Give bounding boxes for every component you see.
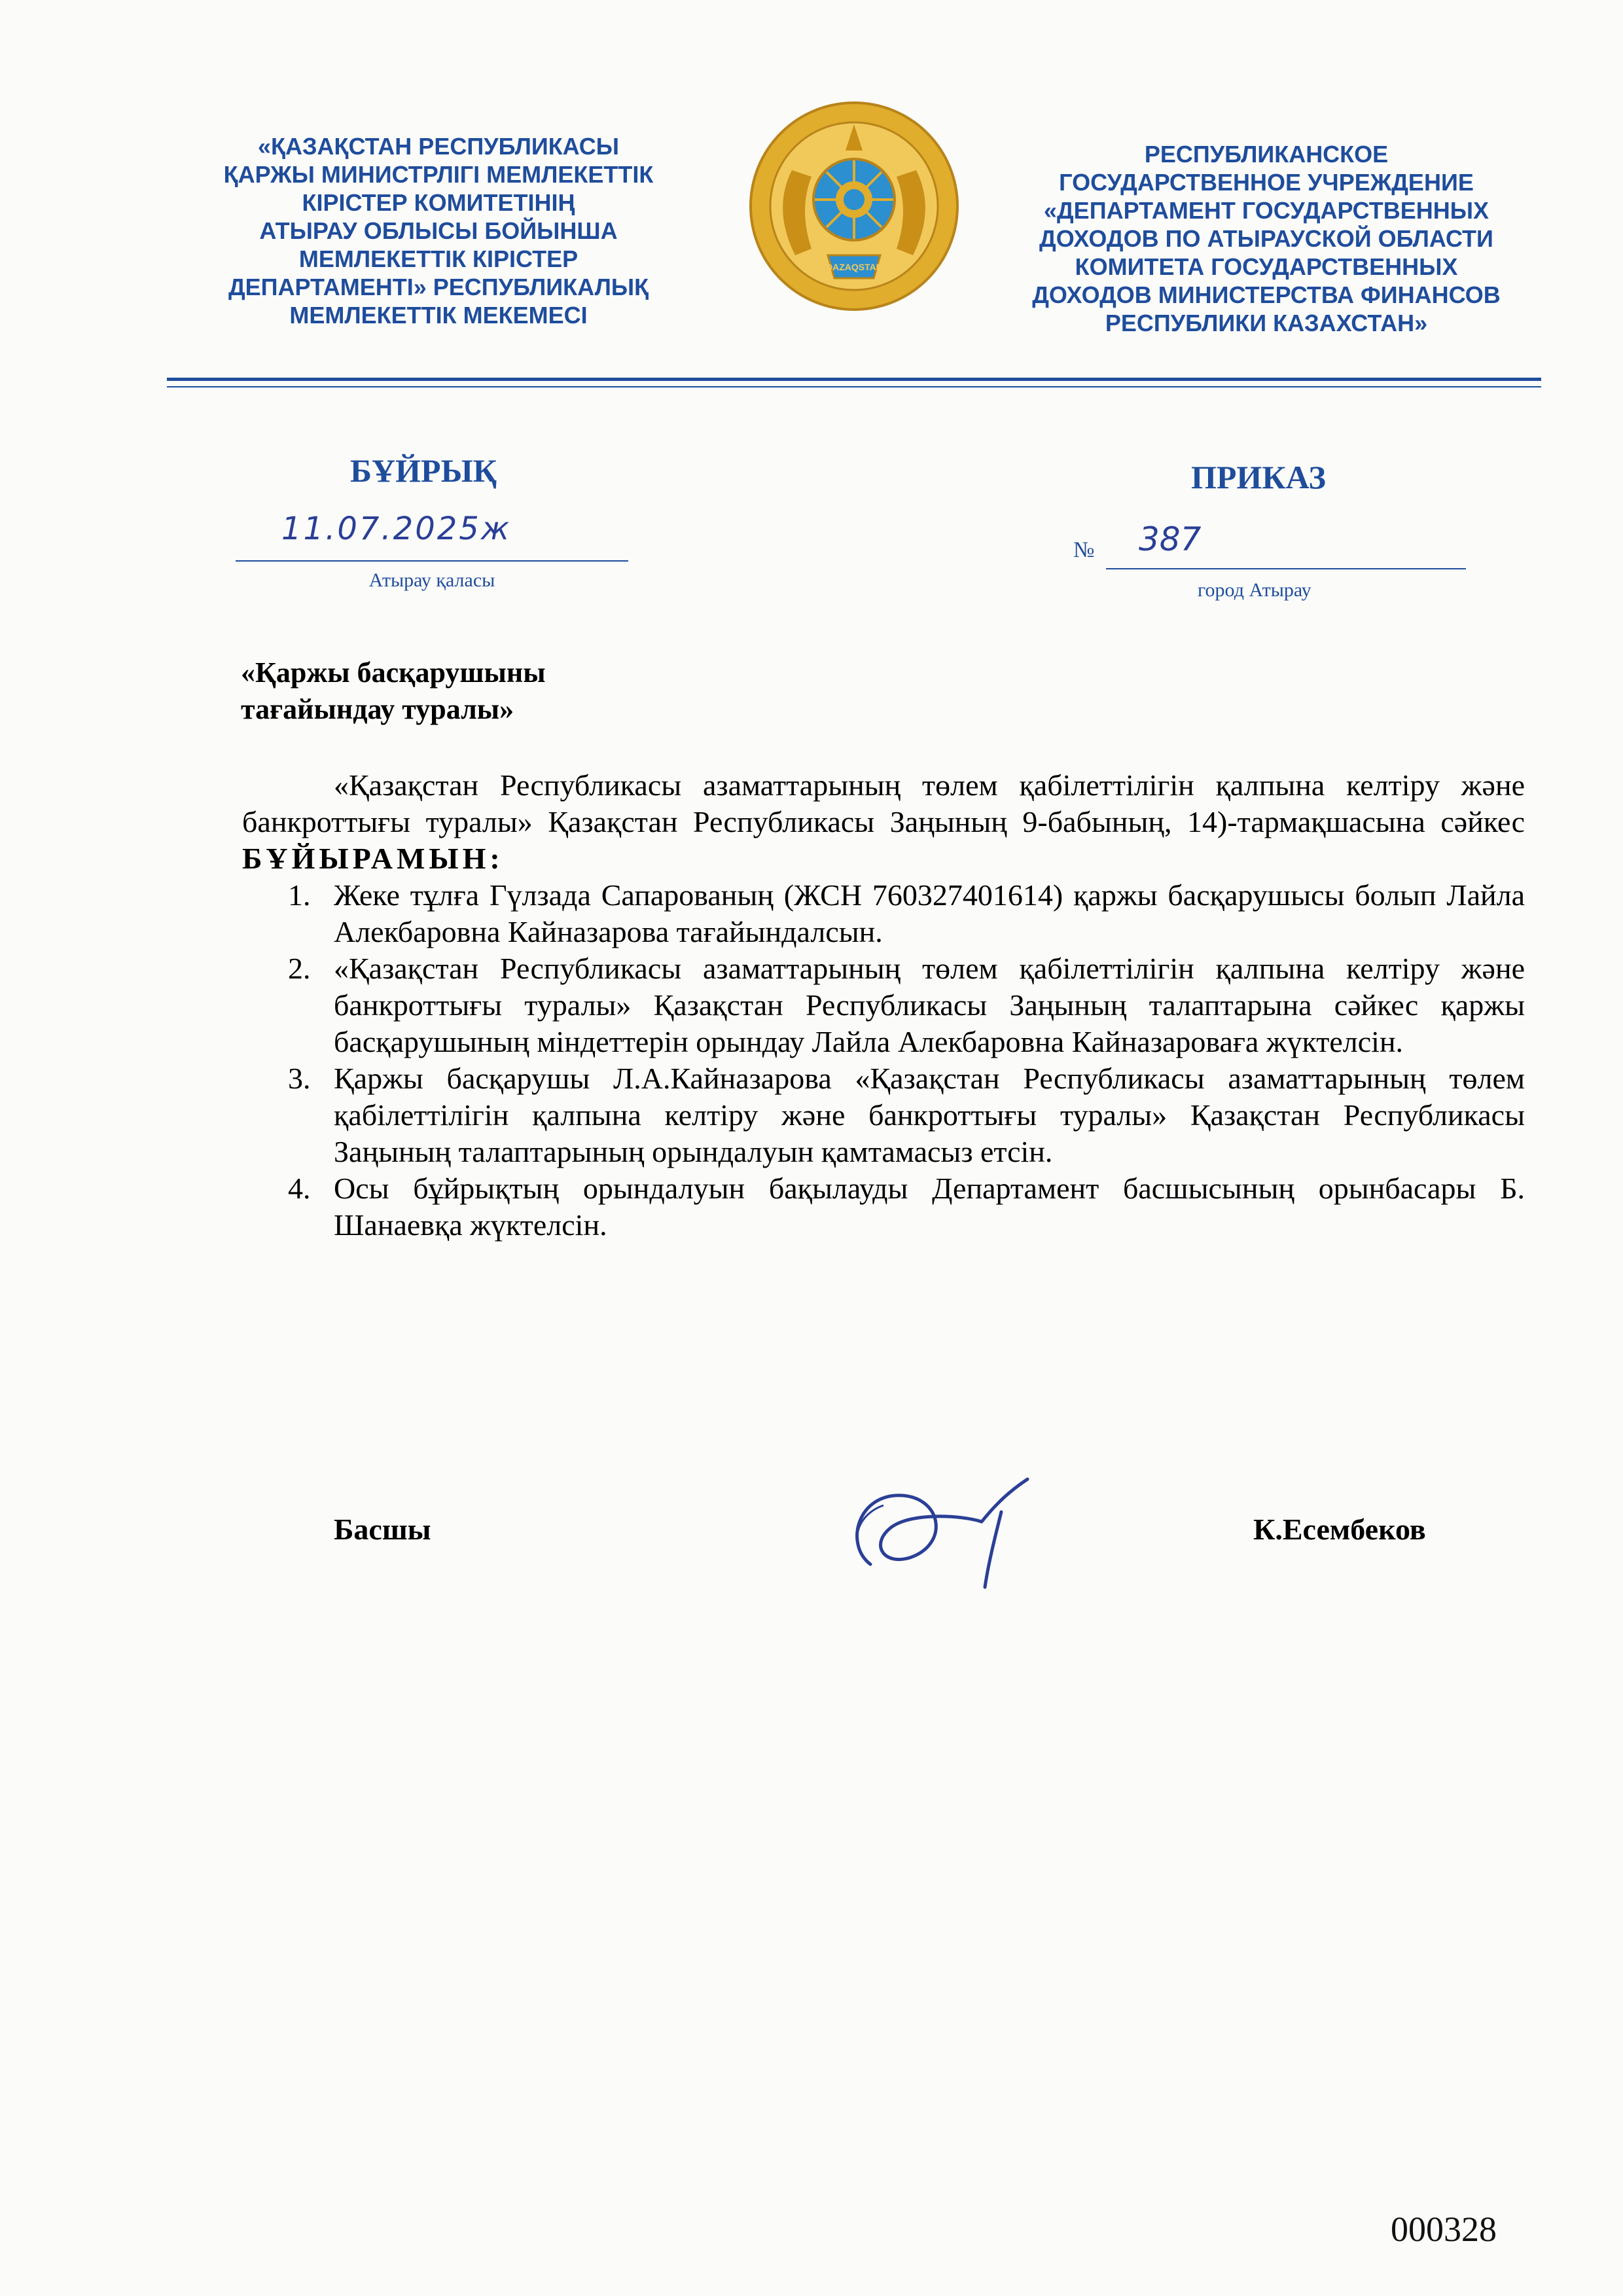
number-sign: №	[1073, 538, 1095, 562]
header-ru-line: ДОХОДОВ МИНИСТЕРСТВА ФИНАНСОВ	[1032, 281, 1501, 308]
header-ru-line: ДОХОДОВ ПО АТЫРАУСКОЙ ОБЛАСТИ	[1039, 225, 1493, 252]
order-item	[242, 1060, 1525, 1170]
item-text: Осы бұйрықтың орындалуын бақылауды Департамент басшысының орынбасары Б. Шанаевқа жүктелсін.	[334, 1172, 1525, 1242]
item-number: 3.	[288, 1062, 311, 1095]
header-kz-line: ДЕПАРТАМЕНТІ» РЕСПУБЛИКАЛЫҚ	[228, 274, 649, 300]
header-ru-line: КОМИТЕТА ГОСУДАРСТВЕННЫХ	[1075, 253, 1458, 280]
item-text: «Қазақстан Республикасы азаматтарының төлем қабілеттілігін қалпына келтіру және банкроттығы туралы» Қазақстан Республикасы Заңының талаптарына сәйкес қаржы басқарушының міндеттерін орындау Лайла Алекбаровна Кайназароваға жүктелсін.	[334, 952, 1525, 1058]
order-word: БҰЙЫРАМЫН:	[242, 842, 504, 875]
header-kz	[167, 132, 710, 329]
header-ru	[988, 140, 1544, 337]
header-kz-line: КІРІСТЕР КОМИТЕТІНІҢ	[302, 189, 575, 216]
header-ru-line: РЕСПУБЛИКИ КАЗАХСТАН»	[1105, 310, 1428, 336]
order-subject	[241, 655, 607, 728]
header-kz-line: МЕМЛЕКЕТТІК КІРІСТЕР	[298, 245, 579, 272]
handwritten-date: 11.07.2025ж	[281, 511, 512, 547]
city-kz: Атырау қаласы	[368, 569, 495, 591]
order-title-kz: БҰЙРЫҚ	[350, 452, 497, 489]
number-line	[1106, 568, 1466, 569]
header-ru-line: РЕСПУБЛИКАНСКОЕ	[1144, 141, 1389, 168]
order-items	[242, 877, 1525, 1244]
order-item	[242, 950, 1525, 1060]
order-item	[242, 877, 1525, 950]
signatory-name: К.Есембеков	[1253, 1513, 1426, 1546]
date-line	[236, 560, 628, 562]
header-kz-line: «ҚАЗАҚСТАН РЕСПУБЛИКАСЫ	[257, 133, 620, 160]
city-ru: город Атырау	[1198, 579, 1311, 601]
header-kz-line: ҚАРЖЫ МИНИСТРЛІГІ МЕМЛЕКЕТТІК	[223, 161, 654, 188]
header-rule-thin	[167, 386, 1541, 387]
header-ru-line: ГОСУДАРСТВЕННОЕ УЧРЕЖДЕНИЕ	[1059, 169, 1474, 196]
document-serial-number: 000328	[1391, 2210, 1497, 2249]
header-ru-line: «ДЕПАРТАМЕНТ ГОСУДАРСТВЕННЫХ	[1044, 197, 1489, 224]
header-kz-line: МЕМЛЕКЕТТІК МЕКЕМЕСІ	[289, 302, 588, 329]
item-text: Қаржы басқарушы Л.А.Кайназарова «Қазақстан Республикасы азаматтарының төлем қабілеттілігін қалпына келтіру және банкроттығы туралы» Қазақстан Республикасы Заңының талаптарының орындалуын қамтамасыз етсін.	[334, 1062, 1525, 1168]
item-text: Жеке тұлға Гүлзада Сапарованың (ЖСН 760327401614) қаржы басқарушысы болып Лайла Алекбаровна Кайназарова тағайындалсын.	[334, 878, 1525, 948]
item-number: 4.	[288, 1172, 311, 1205]
order-item	[242, 1170, 1525, 1244]
order-body	[242, 767, 1525, 1244]
subject-line: тағайындау туралы»	[241, 693, 514, 725]
header-kz-line: АТЫРАУ ОБЛЫСЫ БОЙЫНША	[259, 217, 618, 244]
order-title-ru: ПРИКАЗ	[1191, 459, 1326, 495]
subject-line: «Қаржы басқарушыны	[241, 656, 546, 689]
item-number: 2.	[288, 952, 311, 985]
header-rule-thick	[167, 378, 1541, 381]
signatory-title: Басшы	[334, 1513, 431, 1546]
state-emblem-icon	[746, 98, 962, 314]
intro-text: «Қазақстан Республикасы азаматтарының төлем қабілеттілігін қалпына келтіру және банкроттығы туралы» Қазақстан Республикасы Заңының 9-бабының, 14)-тармақшасына сәйкес	[242, 768, 1525, 838]
body-intro	[242, 767, 1525, 877]
emblem-caption: QAZAQSTAN	[825, 262, 883, 272]
handwritten-order-number: 387	[1139, 520, 1202, 558]
item-number: 1.	[288, 878, 311, 912]
handwritten-signature	[831, 1466, 1080, 1597]
